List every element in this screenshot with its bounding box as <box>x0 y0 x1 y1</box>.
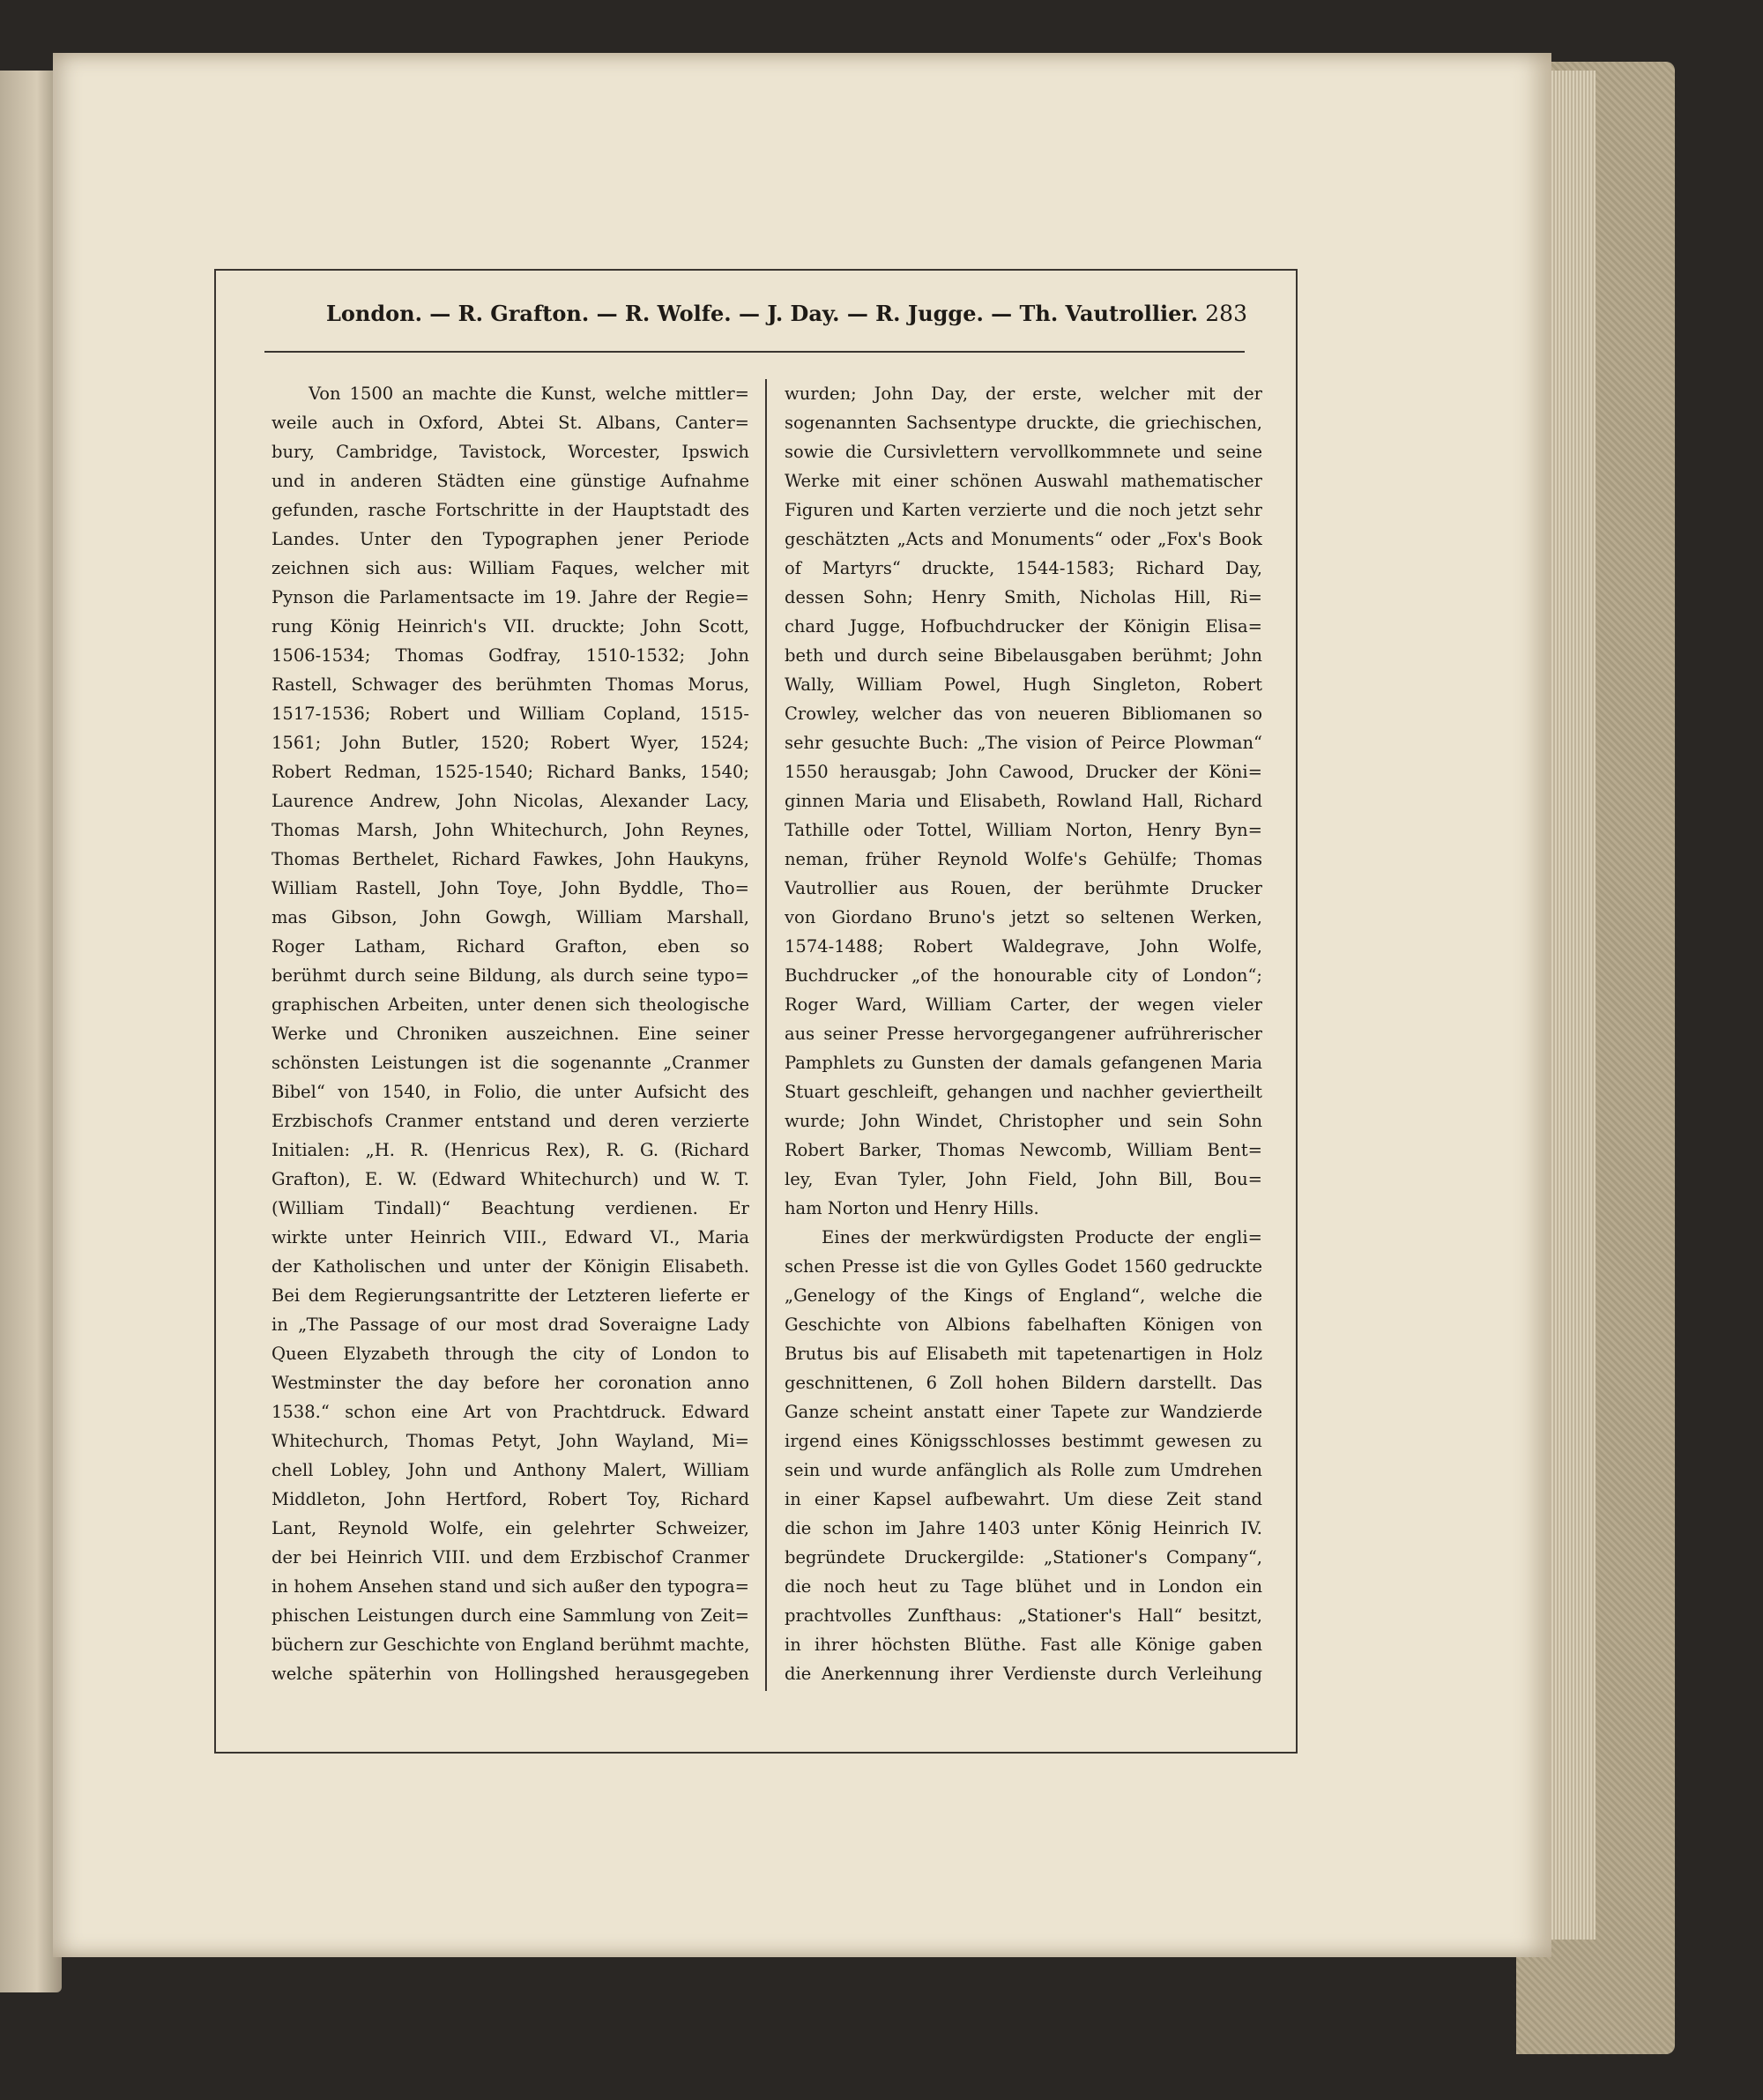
text-line: sehr gesuchte Buch: „The vision of Peirce Plowman“ <box>785 733 1262 753</box>
text-line: Figuren und Karten verzierte und die noch jetzt sehr <box>785 500 1262 520</box>
text-line: Werke und Chroniken auszeichnen. Eine seiner <box>272 1024 749 1044</box>
text-line: ham Norton und Henry Hills. <box>785 1198 1039 1218</box>
text-line: Grafton), E. W. (Edward Whitechurch) und W. T. <box>272 1169 749 1189</box>
text-line: wurde; John Windet, Christopher und sein Sohn <box>785 1111 1262 1131</box>
text-line: 1517-1536; Robert und William Copland, 1515- <box>272 704 749 724</box>
text-line: Stuart geschleift, gehangen und nachher geviertheilt <box>785 1082 1262 1102</box>
text-column-right <box>785 379 1262 1688</box>
text-line: Middleton, John Hertford, Robert Toy, Richard <box>272 1489 749 1509</box>
text-line: schen Presse ist die von Gylles Godet 1560 gedruckte <box>785 1256 1262 1277</box>
text-line: neman, früher Reynold Wolfe's Gehülfe; Thomas <box>785 849 1262 869</box>
text-line: Thomas Marsh, John Whitechurch, John Reynes, <box>272 820 749 840</box>
text-line: die noch heut zu Tage blühet und in London ein <box>785 1576 1262 1597</box>
text-line: Bibel“ von 1540, in Folio, die unter Aufsicht des <box>272 1082 749 1102</box>
text-line: „Genelogy of the Kings of England“, welche die <box>785 1285 1262 1306</box>
text-line: die Anerkennung ihrer Verdienste durch Verleihung <box>785 1664 1262 1684</box>
text-line: Rastell, Schwager des berühmten Thomas Morus, <box>272 674 749 695</box>
text-line: Erzbischofs Cranmer entstand und deren verzierte <box>272 1111 749 1131</box>
text-line: Westminster the day before her coronation anno <box>272 1373 749 1393</box>
text-line: bury, Cambridge, Tavistock, Worcester, Ipswich <box>272 442 749 462</box>
text-line: rung König Heinrich's VII. druckte; John Scott, <box>272 616 749 637</box>
text-line: of Martyrs“ druckte, 1544-1583; Richard Day, <box>785 558 1262 578</box>
text-line: Tathille oder Tottel, William Norton, Henry Byn= <box>785 820 1262 840</box>
text-line: 1538.“ schon eine Art von Prachtdruck. Edward <box>272 1402 749 1422</box>
running-header <box>326 295 1247 331</box>
text-line: Ganze scheint anstatt einer Tapete zur Wandzierde <box>785 1402 1262 1422</box>
text-line: Geschichte von Albions fabelhaften Königen von <box>785 1314 1262 1335</box>
text-line: Bei dem Regierungsantritte der Letzteren lieferte er <box>272 1285 749 1306</box>
page-number: 283 <box>1205 300 1247 326</box>
text-line: graphischen Arbeiten, unter denen sich theologische <box>272 994 749 1015</box>
column-divider <box>765 379 767 1691</box>
text-line: Eines der merkwürdigsten Producte der engli= <box>822 1227 1262 1247</box>
text-line: Lant, Reynold Wolfe, ein gelehrter Schweizer, <box>272 1518 749 1538</box>
text-line: welche späterhin von Hollingshed herausgegeben <box>272 1664 749 1684</box>
text-line: Pamphlets zu Gunsten der damals gefangenen Maria <box>785 1053 1262 1073</box>
text-line: Whitechurch, Thomas Petyt, John Wayland, Mi= <box>272 1431 749 1451</box>
text-line: wirkte unter Heinrich VIII., Edward VI., Maria <box>272 1227 749 1247</box>
text-line: (William Tindall)“ Beachtung verdienen. Er <box>272 1198 749 1218</box>
text-line: in ihrer höchsten Blüthe. Fast alle Könige gaben <box>785 1635 1262 1655</box>
text-line: die schon im Jahre 1403 unter König Heinrich IV. <box>785 1518 1262 1538</box>
text-line: dessen Sohn; Henry Smith, Nicholas Hill, Ri= <box>785 587 1262 607</box>
text-line: chell Lobley, John und Anthony Malert, William <box>272 1460 749 1480</box>
text-line: Thomas Berthelet, Richard Fawkes, John Haukyns, <box>272 849 749 869</box>
text-line: sogenannten Sachsentype druckte, die griechischen, <box>785 413 1262 433</box>
text-line: aus seiner Presse hervorgegangener aufrührerischer <box>785 1024 1262 1044</box>
text-line: weile auch in Oxford, Abtei St. Albans, Canter= <box>272 413 749 433</box>
text-line: gefunden, rasche Fortschritte in der Hauptstadt des <box>272 500 749 520</box>
text-line: 1506-1534; Thomas Godfray, 1510-1532; John <box>272 645 749 666</box>
text-line: Pynson die Parlamentsacte im 19. Jahre der Regie= <box>272 587 749 607</box>
text-line: wurden; John Day, der erste, welcher mit der <box>785 384 1262 404</box>
text-line: William Rastell, John Toye, John Byddle, Tho= <box>272 878 749 898</box>
text-line: sowie die Cursivlettern vervollkommnete und seine <box>785 442 1262 462</box>
text-line: berühmt durch seine Bildung, als durch seine typo= <box>272 965 749 986</box>
text-line: Vautrollier aus Rouen, der berühmte Drucker <box>785 878 1262 898</box>
text-line: chard Jugge, Hofbuchdrucker der Königin Elisa= <box>785 616 1262 637</box>
text-line: in „The Passage of our most drad Soveraigne Lady <box>272 1314 749 1335</box>
text-line: Brutus bis auf Elisabeth mit tapetenartigen in Holz <box>785 1344 1262 1364</box>
text-line: in hohem Ansehen stand und sich außer den typogra= <box>272 1576 749 1597</box>
text-line: beth und durch seine Bibelausgaben berühmt; John <box>785 645 1262 666</box>
text-line: büchern zur Geschichte von England berühmt machte, <box>272 1635 749 1655</box>
text-line: der Katholischen und unter der Königin Elisabeth. <box>272 1256 749 1277</box>
text-line: 1550 herausgab; John Cawood, Drucker der Köni= <box>785 762 1262 782</box>
text-line: Roger Latham, Richard Grafton, eben so <box>272 936 749 957</box>
text-line: Landes. Unter den Typographen jener Periode <box>272 529 749 549</box>
text-line: sein und wurde anfänglich als Rolle zum Umdrehen <box>785 1460 1262 1480</box>
text-line: Roger Ward, William Carter, der wegen vieler <box>785 994 1262 1015</box>
header-rule <box>264 351 1245 353</box>
text-line: phischen Leistungen durch eine Sammlung von Zeit= <box>272 1605 749 1626</box>
text-line: Von 1500 an machte die Kunst, welche mittler= <box>309 384 749 404</box>
text-line: der bei Heinrich VIII. und dem Erzbischof Cranmer <box>272 1547 749 1568</box>
text-line: Queen Elyzabeth through the city of London to <box>272 1344 749 1364</box>
text-line: Initialen: „H. R. (Henricus Rex), R. G. (Richard <box>272 1140 749 1160</box>
text-line: Laurence Andrew, John Nicolas, Alexander Lacy, <box>272 791 749 811</box>
text-line: geschnittenen, 6 Zoll hohen Bildern darstellt. Das <box>785 1373 1262 1393</box>
text-line: Robert Barker, Thomas Newcomb, William Bent= <box>785 1140 1262 1160</box>
text-line: Crowley, welcher das von neueren Bibliomanen so <box>785 704 1262 724</box>
text-line: ginnen Maria und Elisabeth, Rowland Hall, Richard <box>785 791 1262 811</box>
text-line: Buchdrucker „of the honourable city of London“; <box>785 965 1262 986</box>
text-line: ley, Evan Tyler, John Field, John Bill, Bou= <box>785 1169 1262 1189</box>
text-line: mas Gibson, John Gowgh, William Marshall, <box>272 907 749 927</box>
text-line: zeichnen sich aus: William Faques, welcher mit <box>272 558 749 578</box>
text-line: in einer Kapsel aufbewahrt. Um diese Zeit stand <box>785 1489 1262 1509</box>
text-line: geschätzten „Acts and Monuments“ oder „Fox's Book <box>785 529 1262 549</box>
text-line: und in anderen Städten eine günstige Aufnahme <box>272 471 749 491</box>
text-column-left <box>272 379 749 1688</box>
text-line: begründete Druckergilde: „Stationer's Company“, <box>785 1547 1262 1568</box>
text-line: 1561; John Butler, 1520; Robert Wyer, 1524; <box>272 733 749 753</box>
text-line: Robert Redman, 1525-1540; Richard Banks, 1540; <box>272 762 749 782</box>
text-line: 1574-1488; Robert Waldegrave, John Wolfe, <box>785 936 1262 957</box>
text-line: schönsten Leistungen ist die sogenannte „Cranmer <box>272 1053 749 1073</box>
text-line: von Giordano Bruno's jetzt so seltenen Werken, <box>785 907 1262 927</box>
text-line: irgend eines Königsschlosses bestimmt gewesen zu <box>785 1431 1262 1451</box>
running-header-title: London. — R. Grafton. — R. Wolfe. — J. Day. — R. Jugge. — Th. Vautrollier. <box>326 300 1199 326</box>
text-line: Werke mit einer schönen Auswahl mathematischer <box>785 471 1262 491</box>
text-line: prachtvolles Zunfthaus: „Stationer's Hall“ besitzt, <box>785 1605 1262 1626</box>
text-line: Wally, William Powel, Hugh Singleton, Robert <box>785 674 1262 695</box>
